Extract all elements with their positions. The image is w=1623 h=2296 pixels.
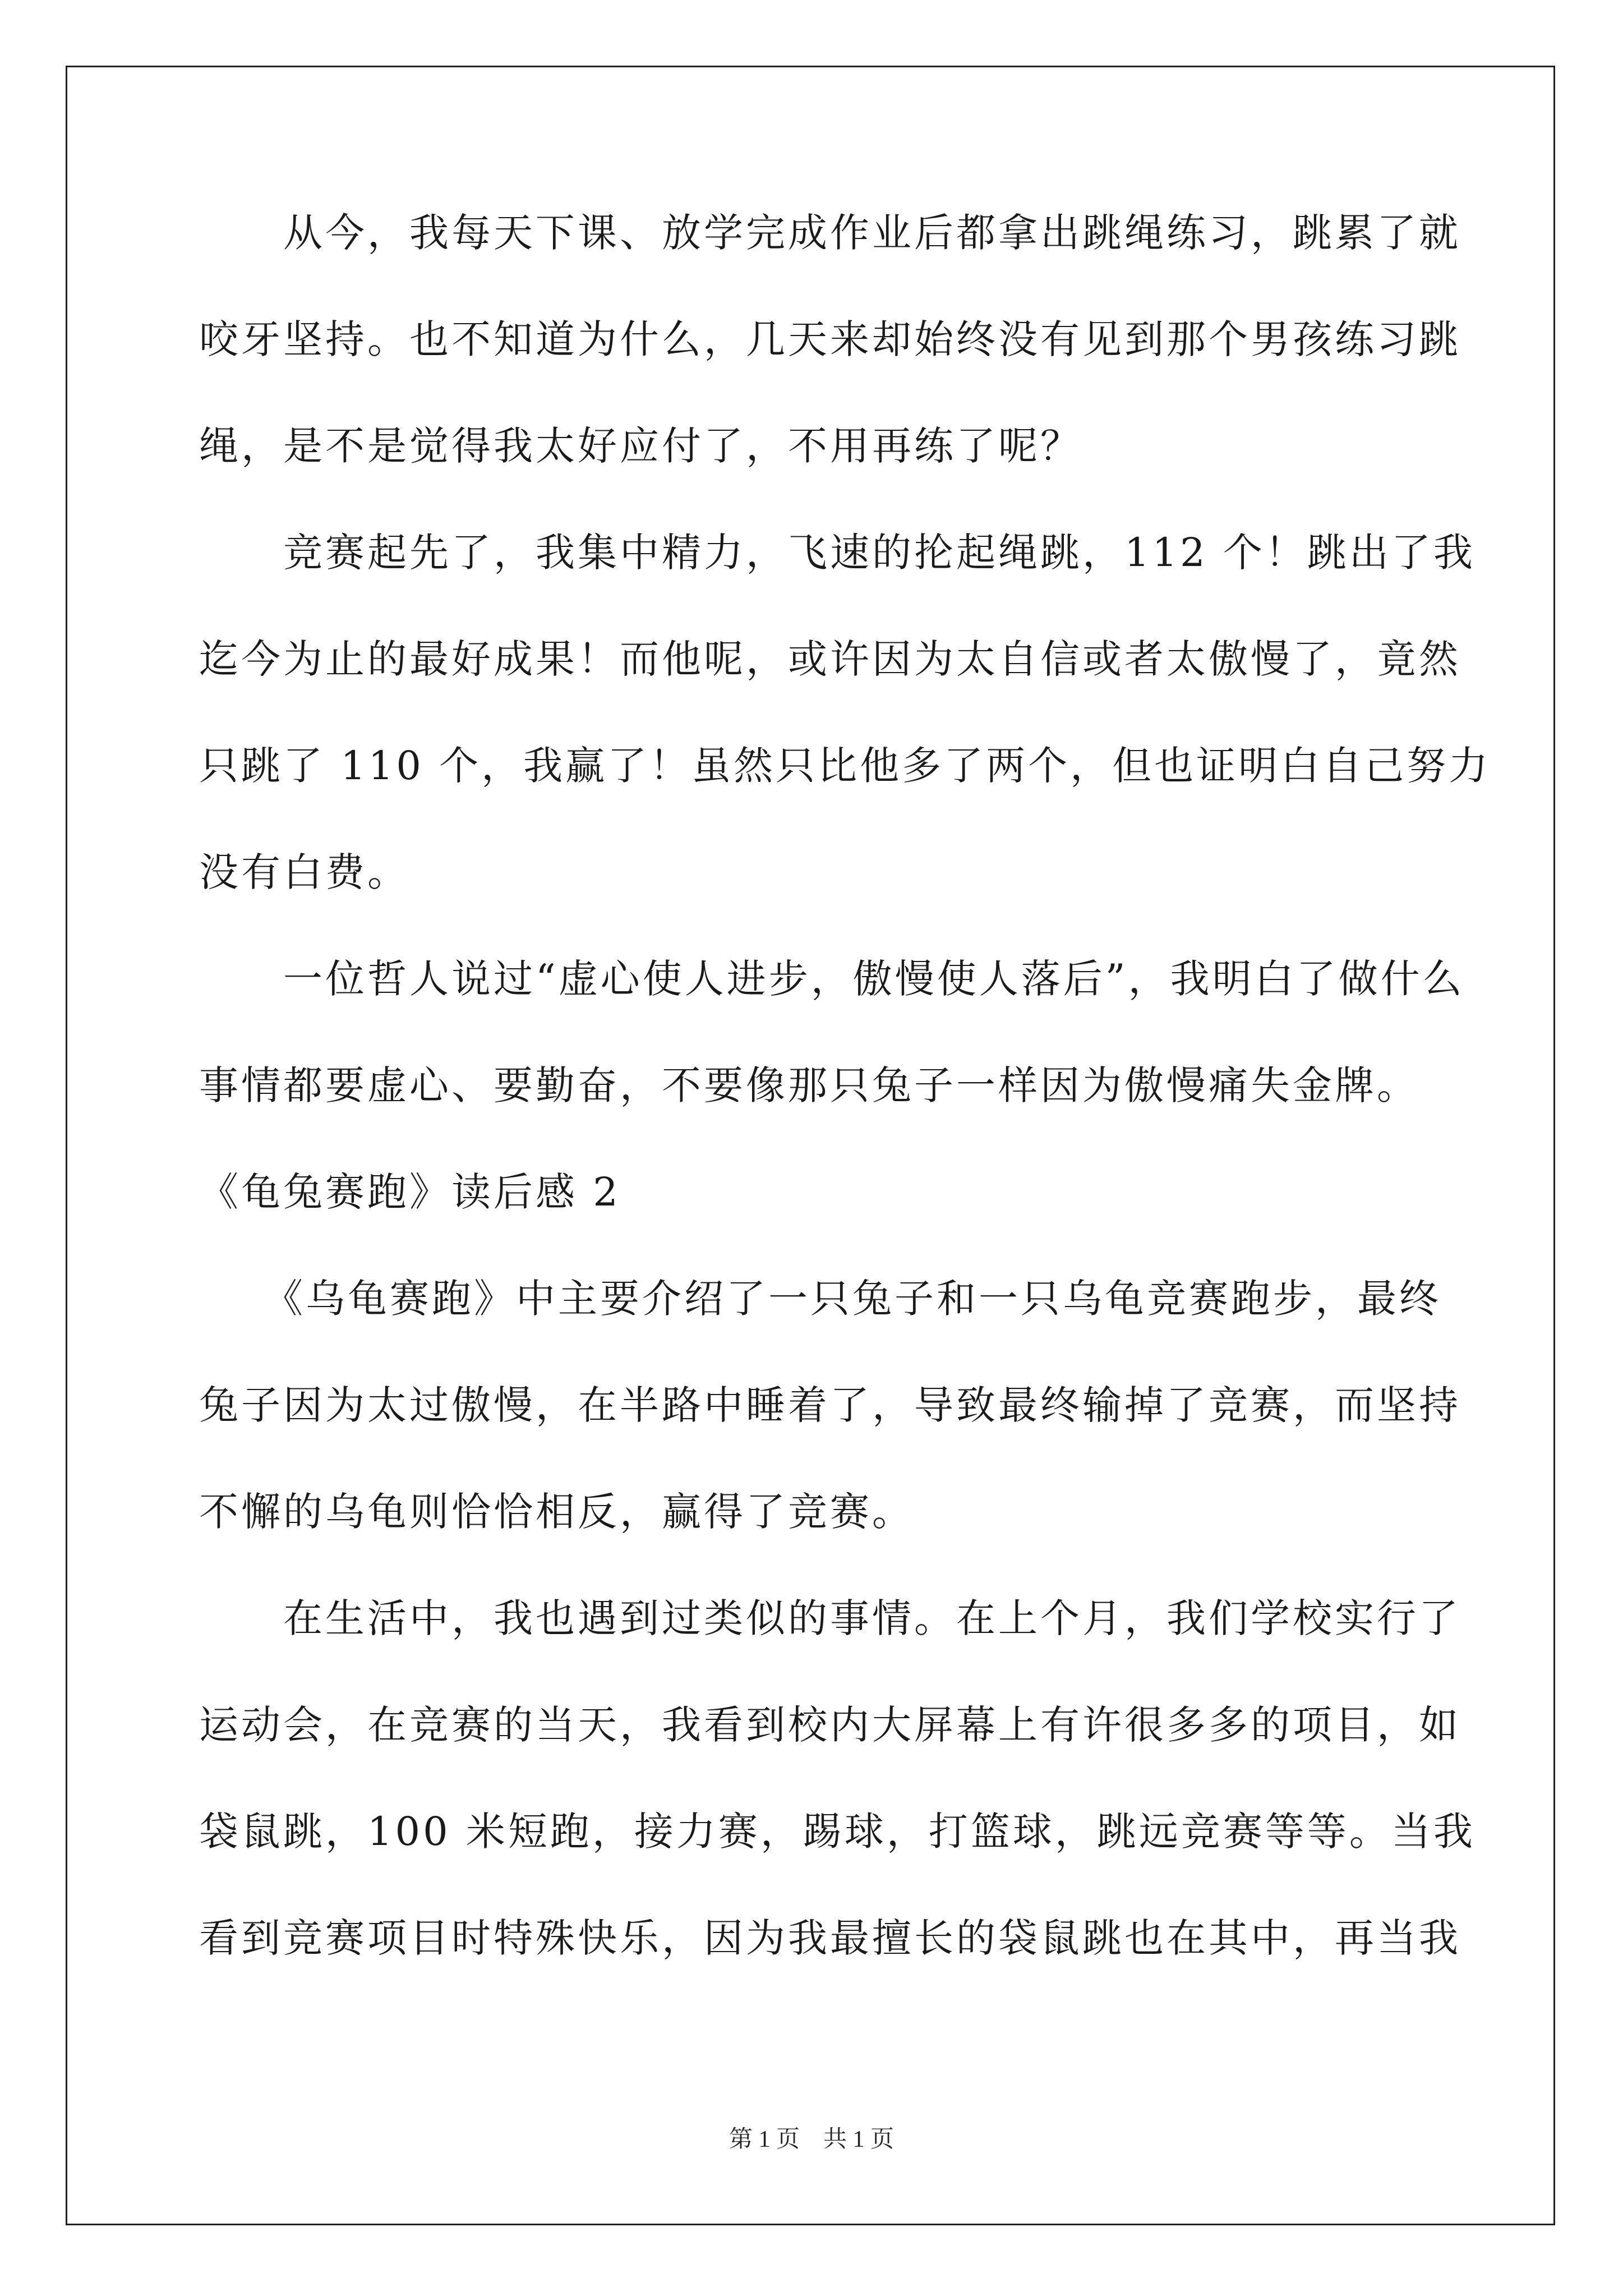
text-line: 事情都要虚心、要勤奋，不要像那只兔子一样因为傲慢痛失金牌。 [199,1062,1419,1108]
text-line: 绳，是不是觉得我太好应付了，不用再练了呢？ [199,423,1082,469]
page-border [66,66,1555,2225]
text-line: 在生活中，我也遇到过类似的事情。在上个月，我们学校实行了 [199,1595,1461,1641]
text-line: 竞赛起先了，我集中精力，飞速的抡起绳跳，112 个！跳出了我 [199,530,1476,576]
text-line: 咬牙坚持。也不知道为什么，几天来却始终没有见到那个男孩练习跳 [199,316,1461,362]
text-line: 迄今为止的最好成果！而他呢，或许因为太自信或者太傲慢了，竟然 [199,636,1461,682]
text-line: 不懈的乌龟则恰恰相反，赢得了竞赛。 [199,1489,914,1535]
text-line: 运动会，在竞赛的当天，我看到校内大屏幕上有许很多多的项目，如 [199,1702,1461,1748]
text-line: 没有白费。 [199,849,409,895]
text-line: 兔子因为太过傲慢，在半路中睡着了，导致最终输掉了竞赛，而坚持 [199,1382,1461,1428]
page-footer [0,2124,1623,2155]
text-line: 只跳了 110 个，我赢了！虽然只比他多了两个，但也证明白自己努力 [199,743,1491,789]
text-line: 一位哲人说过“虚心使人进步，傲慢使人落后”，我明白了做什么 [199,956,1465,1002]
text-line: 从今，我每天下课、放学完成作业后都拿出跳绳练习，跳累了就 [199,210,1461,256]
text-line: 《乌龟赛跑》中主要介绍了一只兔子和一只乌龟竞赛跑步，最终 [199,1276,1441,1322]
text-line: 看到竞赛项目时特殊快乐，因为我最擅长的袋鼠跳也在其中，再当我 [199,1915,1461,1961]
section-heading: 《龟兔赛跑》读后感 2 [199,1169,621,1215]
page-number: 第 1 页 共 1 页 [728,2127,894,2152]
text-line: 袋鼠跳，100 米短跑，接力赛，踢球，打篮球，跳远竞赛等等。当我 [199,1809,1476,1855]
